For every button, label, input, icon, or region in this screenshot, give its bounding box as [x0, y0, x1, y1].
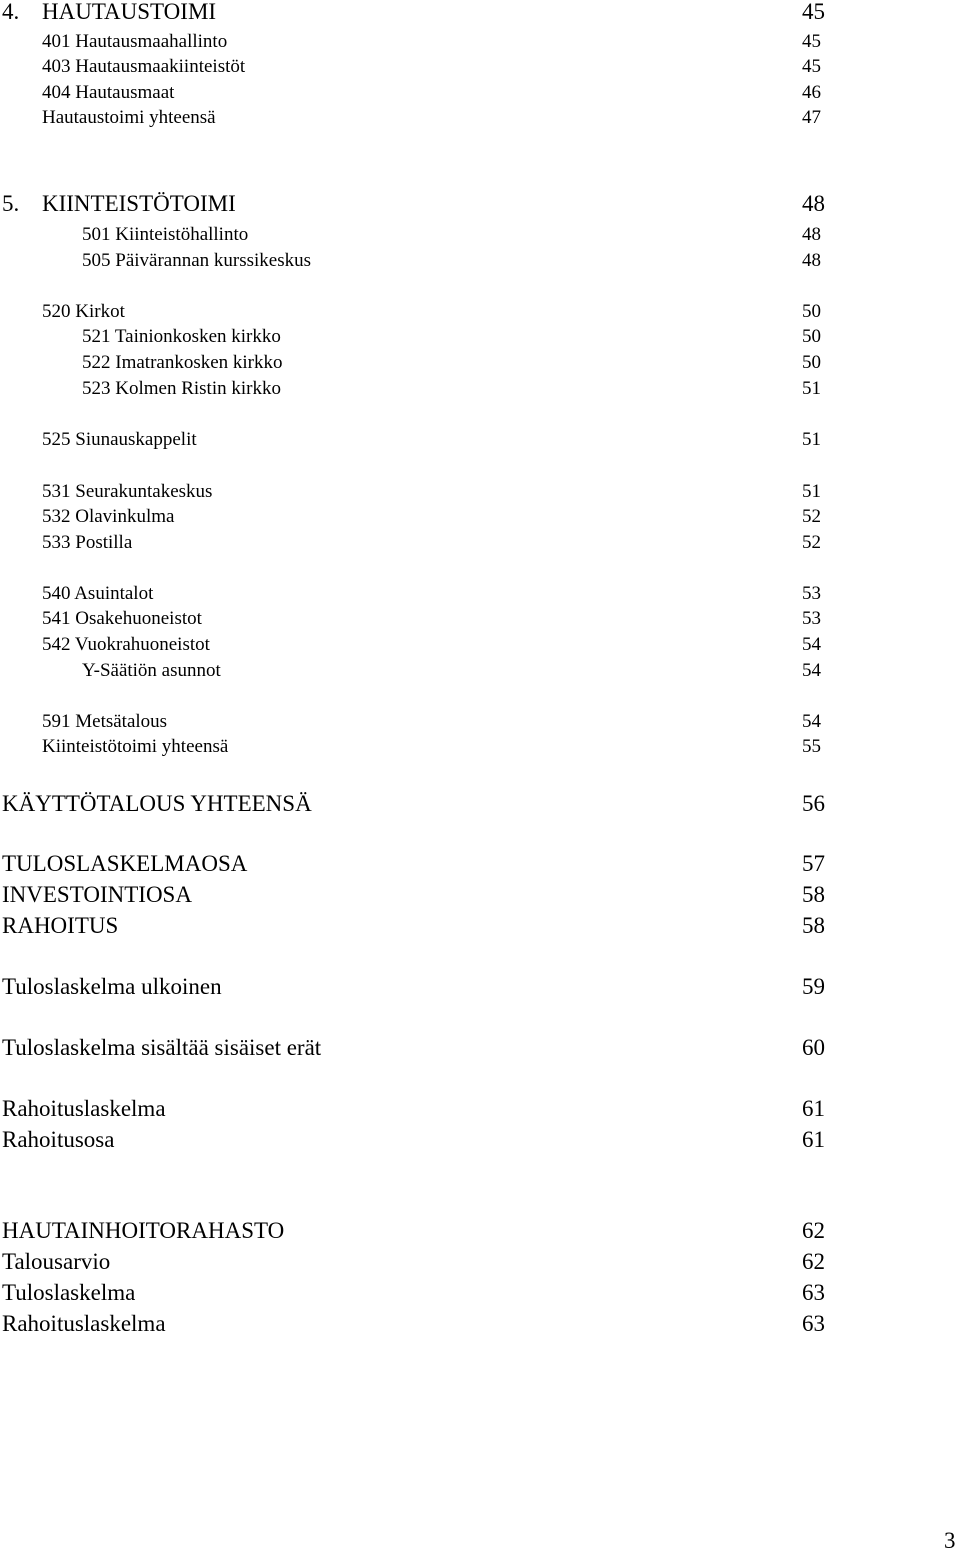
toc-entry-label: 533 Postilla: [42, 532, 133, 553]
toc-entry-page: 58: [802, 882, 825, 907]
toc-entry-label: 525 Siunauskappelit: [42, 429, 197, 450]
toc-entry: [0, 1247, 960, 1277]
toc-entry: [0, 1309, 960, 1339]
toc-entry-label: 541 Osakehuoneistot: [42, 608, 202, 629]
toc-entry: [0, 849, 960, 879]
toc-entry-page: 59: [802, 974, 825, 999]
toc-entry: [0, 972, 960, 1002]
toc-entry-page: 54: [802, 634, 821, 655]
toc-entry-label: KÄYTTÖTALOUS YHTEENSÄ: [2, 791, 312, 816]
toc-entry-label: Tuloslaskelma: [2, 1280, 136, 1305]
toc-entry: [0, 103, 960, 133]
toc-entry-label: Tuloslaskelma ulkoinen: [2, 974, 222, 999]
toc-entry-page: 47: [802, 107, 821, 128]
toc-entry-page: 54: [802, 711, 821, 732]
toc-entry-page: 50: [802, 326, 821, 347]
toc-entry-label: 520 Kirkot: [42, 301, 125, 322]
toc-entry-page: 52: [802, 532, 821, 553]
toc-entry-page: 48: [802, 224, 821, 245]
toc-entry-label: 401 Hautausmaahallinto: [42, 31, 228, 52]
toc-entry-page: 45: [802, 31, 821, 52]
toc-entry-label: 540 Asuintalot: [42, 583, 154, 604]
toc-entry: [0, 789, 960, 819]
toc-entry-page: 60: [802, 1035, 825, 1060]
toc-entry-page: 48: [802, 191, 825, 216]
toc-entry-page: 57: [802, 851, 825, 876]
toc-entry: [0, 1216, 960, 1246]
toc-entry-label: 505 Päivärannan kurssikeskus: [82, 250, 312, 271]
toc-entry-page: 55: [802, 736, 821, 757]
toc-entry-label: Rahoitusosa: [2, 1127, 115, 1152]
toc-entry: [0, 0, 960, 27]
toc-entry: [0, 246, 960, 276]
toc-entry-page: 62: [802, 1249, 825, 1274]
toc-entry-page: 56: [802, 791, 825, 816]
section-number: 5.: [2, 191, 20, 216]
toc-entry-label: HAUTAUSTOIMI: [42, 0, 217, 24]
toc-entry-page: 54: [802, 660, 821, 681]
toc-entry-label: 521 Tainionkosken kirkko: [82, 326, 281, 347]
toc-entry-label: TULOSLASKELMAOSA: [2, 851, 248, 876]
toc-entry-label: Talousarvio: [2, 1249, 111, 1274]
toc-entry: [0, 656, 960, 686]
toc-entry-label: 522 Imatrankosken kirkko: [82, 352, 283, 373]
toc-entry-label: 542 Vuokrahuoneistot: [42, 634, 210, 655]
toc-entry: [0, 425, 960, 455]
toc-entry-page: 61: [802, 1127, 825, 1152]
toc-entry-label: RAHOITUS: [2, 913, 119, 938]
toc-entry: [0, 880, 960, 910]
toc-entry-label: Tuloslaskelma sisältää sisäiset erät: [2, 1035, 322, 1060]
toc-entry: [0, 1033, 960, 1063]
toc-entry-label: Rahoituslaskelma: [2, 1311, 166, 1336]
toc-entry-page: 63: [802, 1280, 825, 1305]
toc-entry-label: Kiinteistötoimi yhteensä: [42, 736, 229, 757]
page-number: 3: [944, 1528, 956, 1553]
toc-entry-page: 45: [802, 0, 825, 24]
toc-entry: [0, 911, 960, 941]
toc-entry: [0, 732, 960, 762]
toc-entry-page: 46: [802, 82, 821, 103]
toc-entry: [0, 1278, 960, 1308]
toc-entry-label: INVESTOINTIOSA: [2, 882, 192, 907]
toc-entry-label: Y-Säätiön asunnot: [82, 660, 221, 681]
toc-entry-label: KIINTEISTÖTOIMI: [42, 191, 236, 216]
toc-entry: [0, 374, 960, 404]
toc-entry-label: Rahoituslaskelma: [2, 1096, 166, 1121]
toc-entry: [0, 1125, 960, 1155]
toc-entry-label: 531 Seurakuntakeskus: [42, 481, 213, 502]
toc-entry-page: 50: [802, 301, 821, 322]
toc-entry-label: Hautaustoimi yhteensä: [42, 107, 216, 128]
toc-entry: [0, 189, 960, 219]
toc-entry-page: 61: [802, 1096, 825, 1121]
toc-entry-page: 51: [802, 378, 821, 399]
toc-entry-page: 51: [802, 429, 821, 450]
toc-entry-page: 48: [802, 250, 821, 271]
toc-entry-page: 53: [802, 583, 821, 604]
section-number: 4.: [2, 0, 20, 24]
toc-entry-label: 591 Metsätalous: [42, 711, 168, 732]
toc-entry-page: 58: [802, 913, 825, 938]
toc-entry-label: 501 Kiinteistöhallinto: [82, 224, 249, 245]
toc-entry-label: 532 Olavinkulma: [42, 506, 175, 527]
toc-entry-label: 403 Hautausmaakiinteistöt: [42, 56, 246, 77]
toc-entry-page: 52: [802, 506, 821, 527]
toc-entry-page: 62: [802, 1218, 825, 1243]
toc-entry-page: 50: [802, 352, 821, 373]
toc-entry-page: 63: [802, 1311, 825, 1336]
toc-entry: [0, 528, 960, 558]
toc-entry-page: 51: [802, 481, 821, 502]
toc-entry-label: HAUTAINHOITORAHASTO: [2, 1218, 285, 1243]
toc-entry-label: 523 Kolmen Ristin kirkko: [82, 378, 281, 399]
toc-entry-page: 45: [802, 56, 821, 77]
toc-entry-page: 53: [802, 608, 821, 629]
toc-entry-label: 404 Hautausmaat: [42, 82, 175, 103]
toc-entry: [0, 1094, 960, 1124]
